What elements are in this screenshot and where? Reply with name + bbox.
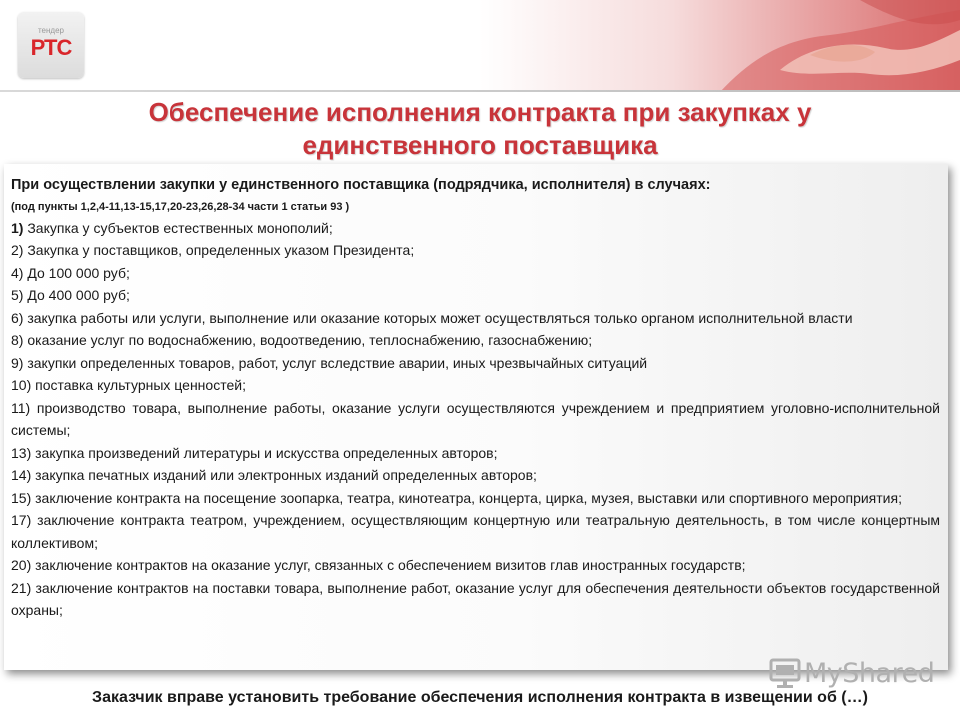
list-item xyxy=(11,352,940,375)
item-text: поставка культурных ценностей; xyxy=(35,377,246,393)
item-text: заключение контракта на посещение зоопарка, театра, кинотеатра, концерта, цирка, музея, выставки или спортивного мероприятия; xyxy=(35,489,902,506)
list-item xyxy=(11,239,940,262)
item-text: До 400 000 руб; xyxy=(27,287,130,303)
item-number: 5) xyxy=(11,287,24,303)
item-number: 9) xyxy=(11,354,24,371)
list-item xyxy=(11,554,940,577)
item-text: закупка печатных изданий или электронных изданий определенных авторов; xyxy=(35,467,537,483)
list-item xyxy=(11,397,940,442)
item-text: Закупка у субъектов естественных монополий; xyxy=(27,219,333,236)
header-divider xyxy=(0,90,960,92)
law-reference: (под пункты 1,2,4-11,13-15,17,20-23,26,28-34 части 1 статьи 93 ) xyxy=(11,200,350,213)
item-number: 2) xyxy=(11,242,24,258)
item-text: закупка произведений литературы и искусства определенных авторов; xyxy=(35,444,498,461)
item-number: 4) xyxy=(11,264,24,281)
footer-note: Заказчик вправе установить требование обеспечения исполнения контракта в извещении об (…) xyxy=(92,689,868,706)
item-text: оказание услуг по водоснабжению, водоотведению, теплоснабжению, газоснабжению; xyxy=(27,332,593,348)
item-number: 10) xyxy=(11,377,32,393)
list-item xyxy=(11,284,940,307)
item-number: 1) xyxy=(11,219,24,236)
list-item xyxy=(11,577,940,622)
slide-title: Обеспечение исполнения контракта при закупках у единственного поставщика xyxy=(148,97,812,160)
item-number: 8) xyxy=(11,332,24,348)
logo-main-text: РТС xyxy=(30,35,72,60)
list-item xyxy=(11,464,940,487)
item-number: 13) xyxy=(11,444,32,461)
item-number: 21) xyxy=(11,579,32,596)
watermark-text: MyShared xyxy=(804,658,935,689)
slide-header xyxy=(0,0,960,92)
item-number: 17) xyxy=(11,512,32,528)
projector-icon xyxy=(768,656,802,690)
cases-list xyxy=(11,217,940,622)
item-text: До 100 000 руб; xyxy=(27,264,130,281)
item-text: заключение контрактов на поставки товара, выполнение работ, оказание услуг для обеспечения деятельности объектов государственной охраны; xyxy=(11,579,941,618)
item-text: закупка работы или услуги, выполнение или оказание которых может осуществляться только органом исполнительной власти xyxy=(27,309,853,326)
item-number: 15) xyxy=(11,489,32,506)
list-item xyxy=(11,217,940,240)
intro-text: При осуществлении закупки у единственного поставщика (подрядчика, исполнителя) в случаях: xyxy=(11,177,711,193)
content-panel xyxy=(4,164,948,670)
item-text: заключение контракта театром, учреждением, осуществляющим концертную или театральную деятельность, в том числе концертным коллективом; xyxy=(11,512,941,551)
item-text: Закупка у поставщиков, определенных указом Президента; xyxy=(27,242,415,258)
item-text: производство товара, выполнение работы, оказание услуги осуществляются учреждением и предприятием уголовно-исполнительной системы; xyxy=(11,399,941,438)
list-item xyxy=(11,262,940,285)
item-number: 14) xyxy=(11,467,32,483)
handshake-image xyxy=(660,0,960,92)
list-item xyxy=(11,374,940,397)
list-item xyxy=(11,329,940,352)
list-item xyxy=(11,307,940,330)
list-item xyxy=(11,487,940,510)
rts-tender-logo xyxy=(18,12,84,78)
list-item xyxy=(11,509,940,554)
logo-small-text: тендер xyxy=(37,26,64,35)
item-number: 11) xyxy=(11,399,31,416)
item-text: заключение контрактов на оказание услуг, связанных с обеспечением визитов глав иностранных государств; xyxy=(35,557,746,573)
item-number: 20) xyxy=(11,557,32,573)
content-text xyxy=(11,174,940,622)
item-number: 6) xyxy=(11,309,24,326)
item-text: закупки определенных товаров, работ, услуг вследствие аварии, иных чрезвычайных ситуаций xyxy=(27,354,648,371)
list-item xyxy=(11,442,940,465)
